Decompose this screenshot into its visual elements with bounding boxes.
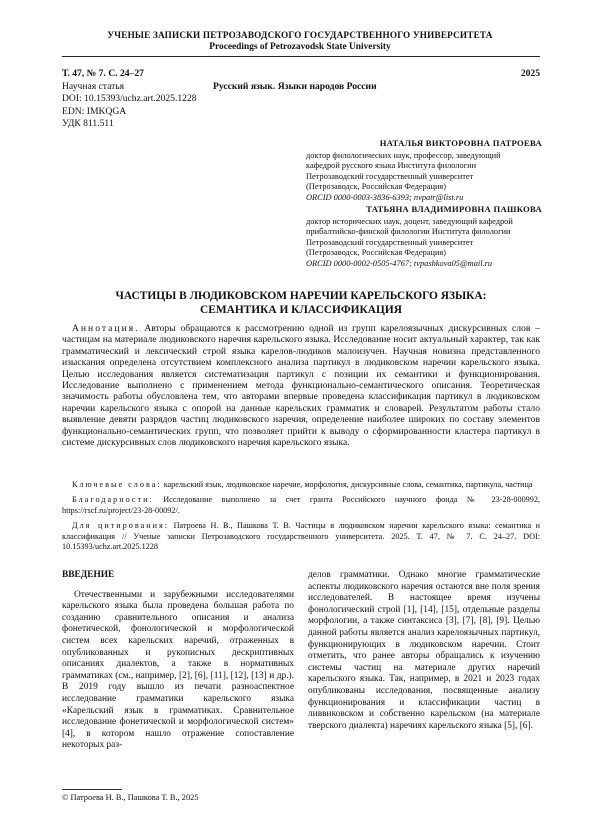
author-affiliation-line: Петрозаводский государственный университет xyxy=(306,171,474,181)
copyright: © Патроева Н. В., Пашкова Т. В., 2025 xyxy=(62,793,199,802)
footnote-divider xyxy=(62,789,122,790)
body-column-right xyxy=(308,570,540,732)
author-affiliation-line: прибалтийско-финской филологии Института филологии xyxy=(306,227,511,237)
keywords-label: Ключевые слова: xyxy=(72,480,162,489)
acknowledgments-text: Исследование выполнено за счет гранта Российского научного фонда № 23-28-000992, https://rscf.ru/project/23-28-00092/. xyxy=(62,495,540,515)
author-affiliation-line: Петрозаводский государственный университет xyxy=(306,237,474,247)
body-paragraph: Отечественными и зарубежными исследователями карельского языка была проведена большая работа по созданию сравнительного описания и анализа фонетической, фонологической и морфологической систем всех карельских наречий, отраженных в опубликованных и рукописных дескриптивных описаниях диалектов, а также в нормативных грамматиках (см., например, [2], [6], [11], [12], [13] и др.). В 2019 году вышло из печати разноаспектное исследование грамматики карельского языка «Карельский язык в грамматиках. Сравнительное исследование фонетической и морфологической систем» [4], в котором нашло отражение сопоставление некоторых раз- xyxy=(62,589,294,751)
citation-label: Для цитирования: xyxy=(72,521,170,531)
abstract-text: Авторы обращаются к рассмотрению одной из групп карелоязычных дискурсивных слов – частицам на материале людиковского наречия карельского языка. Исследование носит актуальный характер, так как грамматический и лексический строй языка карелов-людиков малоизучен. Научная новизна представленного изыскания определена отсутствием комплексного анализа партикул в людиковском наречии карельского языка. Целью исследования является систематизация партикул с позиции их семантики и функционирования. Исследование выполнено с применением метода функционально-семантического описания. Теоретическая значимость работы обусловлена тем, что авторами впервые проведена классификация партикул в людиковском наречии карельского языка с опорой на данные карельских грамматик и словарей. Результатом работы стало выявление девяти разрядов частиц людиковского наречия, определение наиболее широких по составу элементов функционально-семантических групп, что позволяет прийти к выводу о сформированности кластера партикул в системе дискурсивных слов людиковского наречия карельского языка. xyxy=(62,323,540,449)
author-affiliation-line: доктор филологических наук, профессор, заведующий xyxy=(306,150,501,160)
article-title xyxy=(62,290,540,317)
acknowledgments-label: Благодарности: xyxy=(72,495,154,505)
section-heading: ВВЕДЕНИЕ xyxy=(62,570,115,580)
author-affiliation-line: кафедрой русского языка Института филологии xyxy=(306,161,477,171)
edn: EDN: IMKQGA xyxy=(62,105,127,117)
journal-section: Русский язык. Языки народов России xyxy=(213,81,377,92)
author-block-2 xyxy=(306,204,542,270)
author-affiliation-line: (Петрозаводск, Российская Федерация) xyxy=(306,248,447,258)
article-meta xyxy=(62,68,197,131)
journal-title-en: Proceedings of Petrozavodsk State University xyxy=(209,42,391,52)
body-column-left xyxy=(62,570,294,752)
author-orcid: ORCID 0000-0002-0505-4767; tvpashkova05@mail.ru xyxy=(306,258,493,268)
author-affiliation-line: доктор исторических наук, доцент, заведующий кафедрой xyxy=(306,216,513,226)
udk: УДК 811.511 xyxy=(62,118,114,130)
article-title-line: СЕМАНТИКА И КЛАССИФИКАЦИЯ xyxy=(200,303,402,316)
article-type: Научная статья xyxy=(62,80,125,92)
article-title-line: ЧАСТИЦЫ В ЛЮДИКОВСКОМ НАРЕЧИИ КАРЕЛЬСКОГО ЯЗЫКА: xyxy=(115,290,487,302)
abstract-label: Аннотация. xyxy=(72,323,140,334)
citation-text: Патроева Н. В., Пашкова Т. В. Частицы в людиковском наречии карельского языка: семантика и классификация // Ученые записки Петрозаводского государственного университета. 2025. Т. 47, № 7. С. 24–27. DOI: 10.15393/uchz.art.2025.1228 xyxy=(62,521,540,552)
author-affiliation-line: (Петрозаводск, Российская Федерация) xyxy=(306,182,447,192)
volume-info: Т. 47, № 7. С. 24–27 xyxy=(62,68,144,79)
author-block-1 xyxy=(306,138,542,204)
author-name: ТАТЬЯНА ВЛАДИМИРОВНА ПАШКОВА xyxy=(366,204,542,214)
journal-title-ru: УЧЕНЫЕ ЗАПИСКИ ПЕТРОЗАВОДСКОГО ГОСУДАРСТВЕННОГО УНИВЕРСИТЕТА xyxy=(107,30,493,40)
author-name: НАТАЛЬЯ ВИКТОРОВНА ПАТРОЕВА xyxy=(379,138,542,148)
doi: DOI: 10.15393/uchz.art.2025.1228 xyxy=(62,93,197,105)
header-divider xyxy=(62,56,540,57)
body-paragraph: делов грамматики. Однако многие грамматические аспекты людиковского наречия остаются вне поля зрения исследователей. В настоящее время изучены фонологический строй [1], [14], [15], отдельные разделы морфологии, а также синтаксиса [3], [7], [8], [9]. Целью данной работы является анализ карелоязычных партикул, функционирующих в людиковском наречии. Стоит отметить, что ранее авторы обращались к изучению системы частиц на материале других наречий карельского языка. Так, например, в 2021 и 2023 годах опубликованы исследования, посвященные анализу функционирования и классификации частиц в ливвиковском и собственно карельском (на материале тверского диалекта) наречиях карельского языка [5], [6]. xyxy=(308,570,540,731)
author-orcid: ORCID 0000-0003-3836-6393; nvpatr@list.ru xyxy=(306,192,464,202)
keywords-text: карельский язык, людиковское наречие, морфология, дискурсивные слова, семантика, партикула, частица xyxy=(163,480,533,489)
abstract xyxy=(62,323,540,448)
year: 2025 xyxy=(520,68,540,79)
article-notes xyxy=(62,480,540,557)
